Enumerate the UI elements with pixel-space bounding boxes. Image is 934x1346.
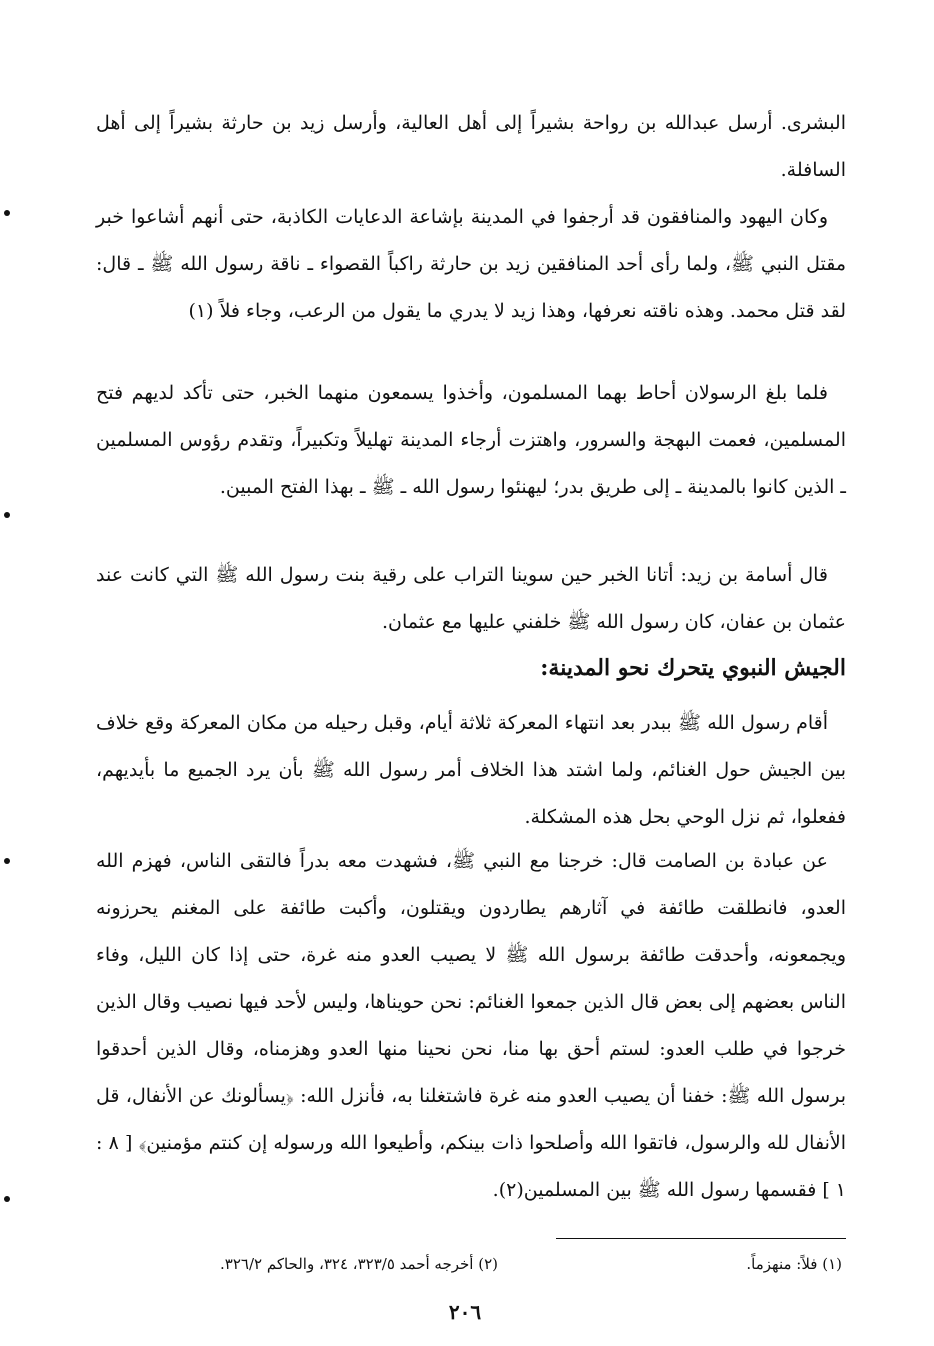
paragraph-3 [96, 370, 846, 511]
paragraph-4 [96, 552, 846, 646]
paragraph-1-text: البشرى. أرسل عبدالله بن رواحة بشيراً إلى أهل العالية، وأرسل زيد بن حارثة بشيراً إلى أهل السافلة. [96, 112, 846, 181]
paragraph-2 [96, 194, 846, 335]
paragraph-5 [96, 700, 846, 841]
section-heading: الجيش النبوي يتحرك نحو المدينة: [540, 655, 846, 681]
paragraph-4-text: قال أسامة بن زيد: أتانا الخبر حين سوينا التراب على رقية بنت رسول الله ﷺ التي كانت عند عثمان بن عفان، كان رسول الله ﷺ خلفني عليها مع عثمان. [96, 564, 846, 633]
scan-mark [4, 858, 10, 864]
footnote-1: (١) فلاً: منهزماً. [746, 1255, 842, 1273]
paragraph-3-text: فلما بلغ الرسولان أحاط بهما المسلمون، وأخذوا يسمعون منهما الخبر، حتى تأكد لديهم فتح المسلمين، فعمت البهجة والسرور، واهتزت أرجاء المدينة تهليلاً وتكبيراً، وتقدم رؤوس المسلمين ـ الذين كانوا بالمدينة ـ إلى طريق بدر؛ ليهنئوا رسول الله ـ ﷺ ـ بهذا الفتح المبين. [96, 382, 846, 498]
scan-mark [4, 512, 10, 518]
paragraph-6 [96, 838, 846, 1214]
page-number: ٢٠٦ [448, 1300, 482, 1324]
footnote-divider [556, 1238, 846, 1239]
footnote-2: (٢) أخرجه أحمد ٣٢٣/٥، ٣٢٤، والحاكم ٣٢٦/٢. [220, 1255, 498, 1273]
scan-mark [4, 1196, 10, 1202]
paragraph-2-text: وكان اليهود والمنافقون قد أرجفوا في المدينة بإشاعة الدعايات الكاذبة، حتى أنهم أشاعوا خبر مقتل النبي ﷺ، ولما رأى أحد المنافقين زيد بن حارثة راكباً القصواء ـ ناقة رسول الله ﷺ ـ قال: لقد قتل محمد. وهذه ناقته نعرفها، وهذا زيد لا يدري ما يقول من الرعب، وجاء فلاً (١) [96, 206, 846, 322]
paragraph-1 [96, 100, 846, 194]
paragraph-5-text: أقام رسول الله ﷺ ببدر بعد انتهاء المعركة ثلاثة أيام، وقبل رحيله من مكان المعركة وقع خلاف بين الجيش حول الغنائم، ولما اشتد هذا الخلاف أمر رسول الله ﷺ بأن يرد الجميع ما بأيديهم، ففعلوا، ثم نزل الوحي بحل هذه المشكلة. [96, 712, 846, 828]
paragraph-6-text: عن عبادة بن الصامت قال: خرجنا مع النبي ﷺ، فشهدت معه بدراً فالتقى الناس، فهزم الله العدو، فانطلقت طائفة في آثارهم يطاردون ويقتلون، وأكبت طائفة على المغنم يحرزونه ويجمعونه، وأحدقت طائفة برسول الله ﷺ لا يصيب العدو منه غرة، حتى إذا كان الليل، وفاء الناس بعضهم إلى بعض قال الذين جمعوا الغنائم: نحن حويناها، وليس لأحد فيها نصيب وقال الذين خرجوا في طلب العدو: لستم أحق بها منا، نحن نحينا منها العدو وهزمناه، وقال الذين أحدقوا برسول الله ﷺ: خفنا أن يصيب العدو منه غرة فاشتغلنا به، فأنزل الله: ﴿يسألونك عن الأنفال، قل الأنفال لله والرسول، فاتقوا الله وأصلحوا ذات بينكم، وأطيعوا الله ورسوله إن كنتم مؤمنين﴾ [ ٨ : ١ ] فقسمها رسول الله ﷺ بين المسلمين(٢). [96, 850, 846, 1201]
scan-mark [4, 210, 10, 216]
